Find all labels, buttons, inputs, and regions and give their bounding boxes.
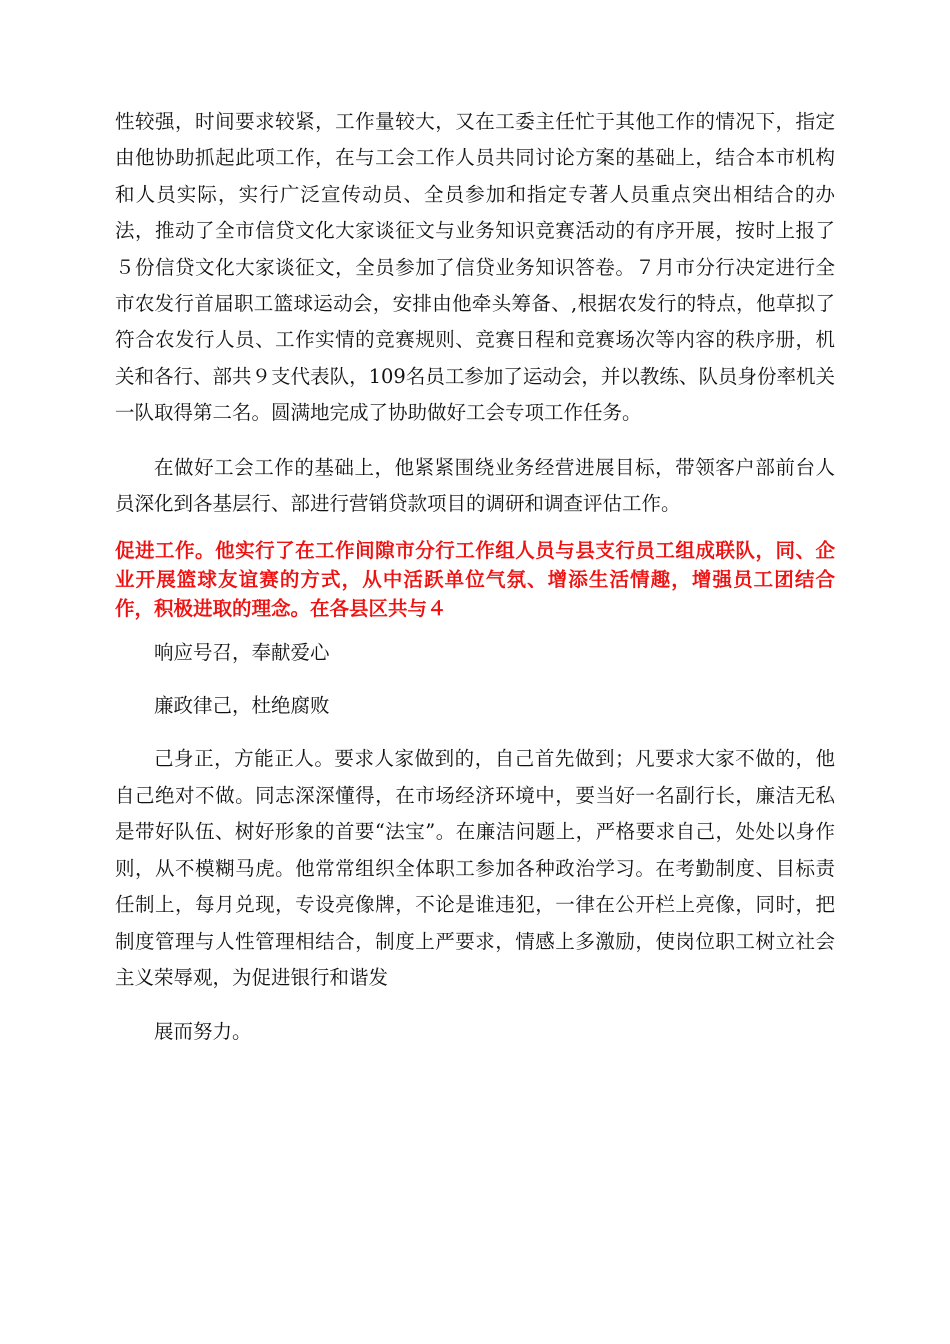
paragraph-closing: 展而努力。 — [154, 1020, 252, 1044]
paragraph-integrity-detail: 己身正，方能正人。要求人家做到的，自己首先做到；凡要求大家不做的，他自己绝对不做。同志深深懂得，在市场经济环境中，要当好一名副行长，廉洁无私是带好队伍、树好形象的首要“法宝”。在廉洁问题上，严格要求自己，处处以身作则，从不模糊马虎。他常常组织全体职工参加各种政治学习。在考勤制度、目标责任制上，每月兑现，专设亮像牌，不论是谁违犯，一律在公开栏上亮像，同时，把制度管理与人性管理相结合，制度上严要求，情感上多激励，使岗位职工树立社会主义荣辱观，为促进银行和谐发 — [115, 747, 835, 989]
paragraph-business-work: 在做好工会工作的基础上，他紧紧围绕业务经营进展目标，带领客户部前台人员深化到各基层行、部进行营销贷款项目的调研和调查评估工作。 — [115, 455, 835, 516]
paragraph-union-work: 性较强，时间要求较紧，工作量较大，又在工委主任忙于其他工作的情况下，指定由他协助抓起此项工作，在与工会工作人员共同讨论方案的基础上，结合本市机构和人员实际，实行广泛宣传动员、全员参加和指定专著人员重点突出相结合的办法，推动了全市信贷文化大家谈征文与业务知识竞赛活动的有序开展，按时上报了５份信贷文化大家谈征文，全员参加了信贷业务知识答卷。７月市分行决定进行全市农发行首届职工篮球运动会，安排由他牵头筹备、,根据农发行的特点，他草拟了符合农发行人员、工作实情的竞赛规则、竞赛日程和竞赛场次等内容的秩序册，机关和各行、部共９支代表队，109名员工参加了运动会，并以教练、队员身份率机关一队取得第二名。圆满地完成了协助做好工会专项工作任务。 — [115, 110, 835, 425]
document-body — [115, 104, 835, 1051]
paragraph-highlighted-red: 促进工作。他实行了在工作间隙市分行工作组人员与县支行员工组成联队，同、企业开展篮球友谊赛的方式，从中活跃单位气氛、增添生活情趣，增强员工团结合作，积极进取的理念。在各县区共与４ — [115, 539, 835, 621]
heading-integrity: 廉政律己，杜绝腐败 — [154, 694, 330, 718]
heading-respond-call: 响应号召，奉献爱心 — [154, 641, 330, 665]
